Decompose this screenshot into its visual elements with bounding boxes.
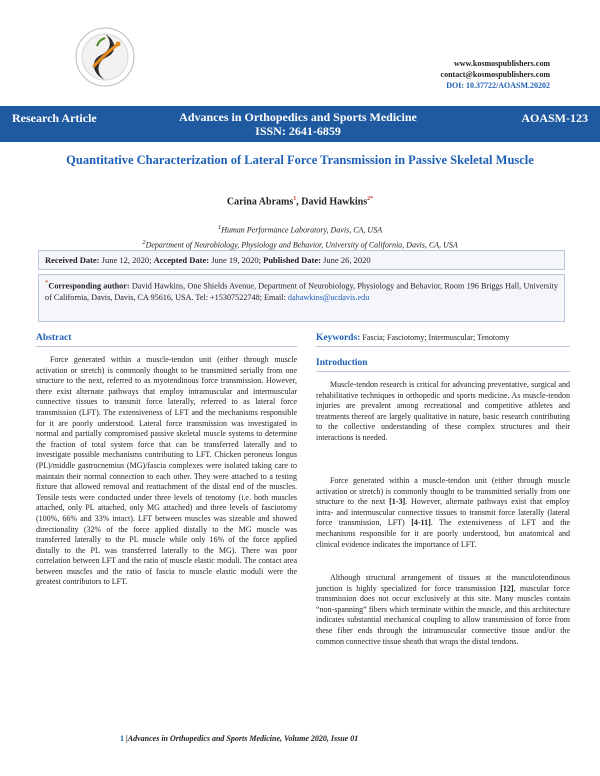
footer-citation: |Advances in Orthopedics and Sports Medicine, Volume 2020, Issue 01 xyxy=(126,734,359,743)
page-number: 1 xyxy=(120,734,124,743)
published-date: June 26, 2020 xyxy=(323,255,371,265)
website-link[interactable]: www.kosmospublishers.com xyxy=(453,59,550,68)
correspondence-box xyxy=(38,274,565,322)
published-label: Published Date: xyxy=(263,255,321,265)
email-label: Email: xyxy=(264,293,286,303)
accepted-date: June 19, 2020; xyxy=(211,255,262,265)
corresponding-address: David Hawkins, One Shields Avenue, Department of Neurobiology, Physiology and Behavior, Room 196 Briggs Hall, University of California, Davis, Davis, CA 95616, USA. Tel: +15307522748; xyxy=(45,281,559,303)
publisher-logo xyxy=(74,26,136,88)
article-code: AOASM-123 xyxy=(521,111,588,125)
received-date: June 12, 2020; xyxy=(101,255,152,265)
journal-banner xyxy=(0,106,600,142)
citation-ref[interactable]: [12] xyxy=(500,583,514,593)
author-name: David Hawkins xyxy=(301,196,368,208)
page-footer xyxy=(120,734,358,743)
citation-ref[interactable]: [1-3] xyxy=(389,497,406,507)
dates-box xyxy=(38,250,565,270)
accepted-label: Accepted Date: xyxy=(153,255,210,265)
corresponding-label: Corresponding author: xyxy=(48,281,130,291)
contact-email-link[interactable]: contact@kosmospublishers.com xyxy=(440,70,550,79)
article-title: Quantitative Characterization of Lateral Force Transmission in Passive Skeletal Muscle xyxy=(66,153,534,167)
introduction-heading: Introduction xyxy=(316,358,570,372)
author-affiliation-mark: 1 xyxy=(293,196,297,202)
publisher-contact xyxy=(441,58,550,91)
journal-issn: ISSN: 2641-6859 xyxy=(255,124,341,138)
intro-paragraph: Force generated within a muscle-tendon unit (either through muscle activation or stretch) is commonly thought to be transmitted serially from one structure to the next [1-3]. However, alternate pathways exist that employ intra- and intermuscular connective tissues to transmit force laterally (lateral force transmission, LFT) [4-11]. The extensiveness of LFT and the mechanisms responsible for it are poorly understood, but anatomical and clinical evidence indicates the importance of LFT. xyxy=(316,476,571,549)
corresponding-email-link[interactable]: dahawkins@ucdavis.edu xyxy=(287,293,370,303)
citation-ref[interactable]: [4-11] xyxy=(411,518,431,528)
intro-paragraph: Although structural arrangement of tissues at the musculotendinous junction is highly specialized for force transmission [12], muscular force transmission does not occur exclusively at this site. Many muscles contain “non-spanning” fibers which terminate within the muscle, and this architecture indicates substantial mechanical coupling to allow transmission of force from these fiber ends through the intramuscular connective tissue and/or the common connective tissue sheath that wraps the distal tendons. xyxy=(316,573,570,646)
author-list: Carina Abrams$^1$, David Hawkins$^{2*}$ xyxy=(226,196,374,208)
author-affiliation-mark: 2* xyxy=(367,196,374,202)
corresponding-mark: * xyxy=(45,280,49,287)
abstract-heading: Abstract xyxy=(36,333,297,347)
abstract-text: Force generated within a muscle-tendon unit (either through muscle activation or stretch) is commonly thought to be transmitted serially from one structure to the next, referred to as myotendinous force transmission. However, there exist alternate pathways that employ intramuscular and intermuscular connective tissues to transmit force laterally, referred to as lateral force transmission (LFT). The extensiveness of LFT and the mechanisms responsible for it are poorly understood. Lateral force transmission was investigated in normal and partially compromised passive skeletal muscle systems to determine the fraction of total system force that can be transferred laterally and to investigate possible mechanisms contributing to LFT. Chicken peroneus longus (PL)/middle gastrocnemius (MG)/fascia complexes were isolated taking care to maintain their normal connection to each other. They were attached to a testing fixture that allowed removal and reattachment of the distal end of the muscles. Tensile tests were conducted under three levels of tenotomy (i.e. both muscles attached, only PL attached, only MG attached) and three levels of fasciotomy (100%, 66% and 33% intact). LFT between muscles was sizeable and showed directionality (32% of the force applied distally to the MG muscle was transferred laterally to the PL muscle while only 16% of the force applied distally to the PL was transferred laterally to the MG). There was poor correlation between LFT and the ratio of muscle elastic moduli. The contact area between muscles and the ratio of fascia to muscle elastic moduli were the greatest contributors to LFT. xyxy=(36,355,297,587)
received-label: Received Date: xyxy=(45,255,100,265)
affiliation-line: $^1$Human Performance Laboratory, Davis, CA, USA xyxy=(217,224,383,235)
author-name: Carina Abrams xyxy=(226,196,294,208)
doi-link[interactable]: DOI: 10.37722/AOASM.20202 xyxy=(446,81,550,90)
affiliation-line: $^2$Department of Neurobiology, Physiology and Behavior, University of California, Davis, CA, USA xyxy=(142,238,458,250)
keywords-line xyxy=(316,333,570,347)
keywords-label: Keywords: xyxy=(316,333,361,343)
intro-paragraph: Muscle-tendon research is critical for advancing preventative, surgical and rehabilitative techniques in orthopedic and sports medicine. As muscle-tendon injuries are prevalent among recreational and competitive athletes and treatments thereof are largely qualitative in nature, basic research contributing to the collective understanding of these complex structures and their interactions is needed. xyxy=(316,380,570,442)
journal-name: Advances in Orthopedics and Sports Medicine xyxy=(179,110,417,124)
journal-info xyxy=(140,110,456,138)
affiliations xyxy=(0,222,600,251)
keywords-text: Fascia; Fasciotomy; Intermuscular; Tenotomy xyxy=(362,333,510,342)
article-type: Research Article xyxy=(12,111,97,125)
